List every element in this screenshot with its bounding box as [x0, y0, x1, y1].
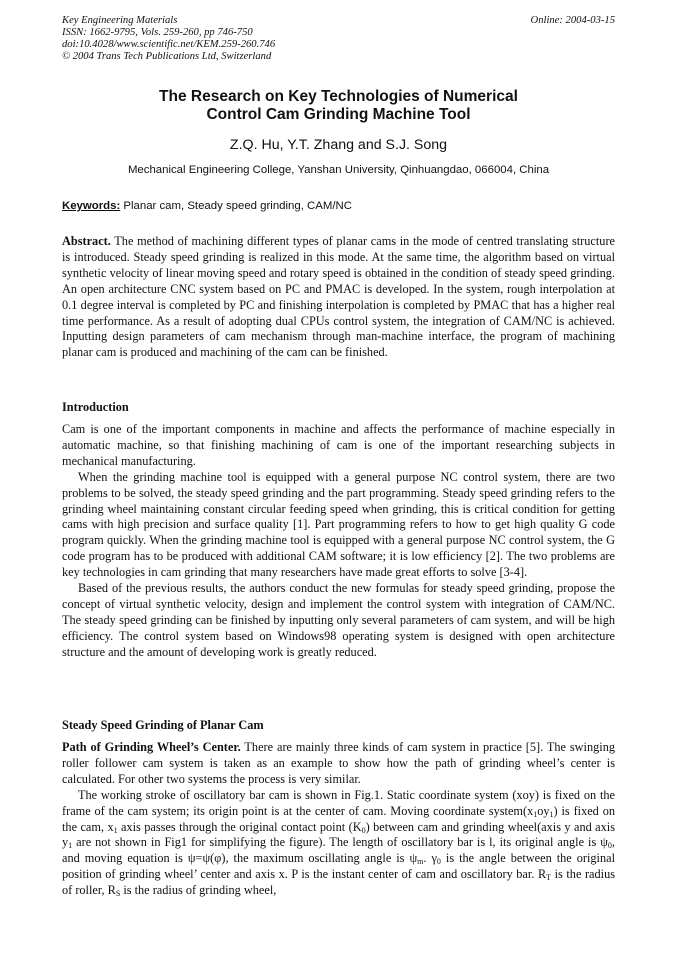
keywords-text: Planar cam, Steady speed grinding, CAM/NC — [120, 200, 352, 212]
section2-p1-text: There are mainly three kinds of cam system in practice [5]. The swinging roller follower cam system is taken as an example to show how the path of grinding wheel’s center is calculated. For other two systems the process is very similar. — [62, 740, 615, 786]
doi-line: doi:10.4028/www.scientific.net/KEM.259-260.746 — [62, 39, 276, 50]
introduction-body — [62, 422, 615, 661]
section2-body — [62, 740, 615, 899]
section2-heading: Steady Speed Grinding of Planar Cam — [62, 718, 264, 732]
title-line-1: The Research on Key Technologies of Numerical — [159, 88, 518, 105]
keywords-label: Keywords: — [62, 200, 121, 212]
keywords — [62, 199, 615, 213]
intro-paragraph-1: Cam is one of the important components in machine and affects the performance of machine especially in automatic machine, so that finishing machining of cam is one of the important researching subjects in mechanical manufacturing. — [62, 422, 615, 468]
issn-line: ISSN: 1662-9795, Vols. 259-260, pp 746-750 — [62, 27, 253, 38]
authors: Z.Q. Hu, Y.T. Zhang and S.J. Song — [229, 137, 448, 153]
abstract — [62, 234, 615, 361]
abstract-label: Abstract. — [62, 234, 111, 248]
online-date: Online: 2004-03-15 — [530, 15, 615, 26]
intro-paragraph-2: When the grinding machine tool is equipped with a general purpose NC control system, there are two problems to be solved, the steady speed grinding and the part programming. Steady speed grinding refers to the grinding wheel maintaining constant circular feeding speed when grinding, this is critical condition for getting cams with high precision and surface quality [1]. Part programming refers to how to get high quality G code program quickly. When the grinding machine tool is equipped with a general purpose NC control system, the G code program has to be produced with additional CAM software; it is low efficiency [2]. The two problems are key technologies in cam grinding that many researchers have made great efforts to solve [3-4]. — [62, 469, 615, 580]
affiliation: Mechanical Engineering College, Yanshan University, Qinhuangdao, 066004, China — [127, 164, 550, 176]
introduction-heading: Introduction — [62, 400, 129, 414]
title-line-2: Control Cam Grinding Machine Tool — [206, 106, 471, 123]
section2-runin-heading: Path of Grinding Wheel’s Center. — [62, 740, 241, 754]
abstract-text: The method of machining different types of planar cams in the mode of centred translating structure is introduced. Steady speed grinding is realized in this mode. At the same time, the algorithm based on virtual synthetic velocity of linear moving speed and rotary speed is obtained in the condition of steady speed grinding. An open architecture CNC system based on PC and PMAC is developed. In the system, rough interpolation at 0.1 degree interval is completed by PC and finishing interpolation is completed by PMAC that has a higher real time performance. As a result of adopting dual CPUs control system, the integration of CAM/NC is achieved. Inputting design parameters of cam mechanism through man-machine interface, the program of machining planar cam is produced and machining of the cam can be finished. — [62, 234, 615, 360]
paper-title — [62, 88, 615, 124]
intro-paragraph-3: Based of the previous results, the authors conduct the new formulas for steady speed grinding, propose the concept of virtual synthetic velocity, design and implement the control system with integration of CAM/NC. The steady speed grinding can be finished by inputting only several parameters of cam system, and will be high efficiency. The control system based on Windows98 operating system is designed with open architecture structure and the amount of developing work is greatly reduced. — [62, 581, 615, 659]
section2-paragraph-1 — [62, 740, 615, 788]
journal-name: Key Engineering Materials — [62, 15, 178, 26]
section2-paragraph-2: The working stroke of oscillatory bar cam is shown in Fig.1. Static coordinate system (xoy) is fixed on the frame of the cam system; its origin point is at the center of cam. Moving coordinate $system(x_1oy_1)$ is fixed on the cam, $x_1$ axis passes through the original contact point $(K_0)$ between cam and grinding wheel(axis y and axis $y_1$ are not shown in Fig1 for simplifying the figure). The length of oscillatory bar is l, its original angle is $\psi_0$, and moving equation is ψ=ψ(φ), the maximum oscillating angle is $\psi_m$. $\gamma_0$ is the angle between the original position of grinding wheel’ center and axis x. P is the instant center of cam and oscillatory bar. $R_T$ is the radius of roller, $R_S$ is the radius of grinding wheel, — [62, 787, 616, 899]
copyright-line: © 2004 Trans Tech Publications Ltd, Switzerland — [62, 51, 272, 62]
journal-header — [62, 15, 615, 63]
